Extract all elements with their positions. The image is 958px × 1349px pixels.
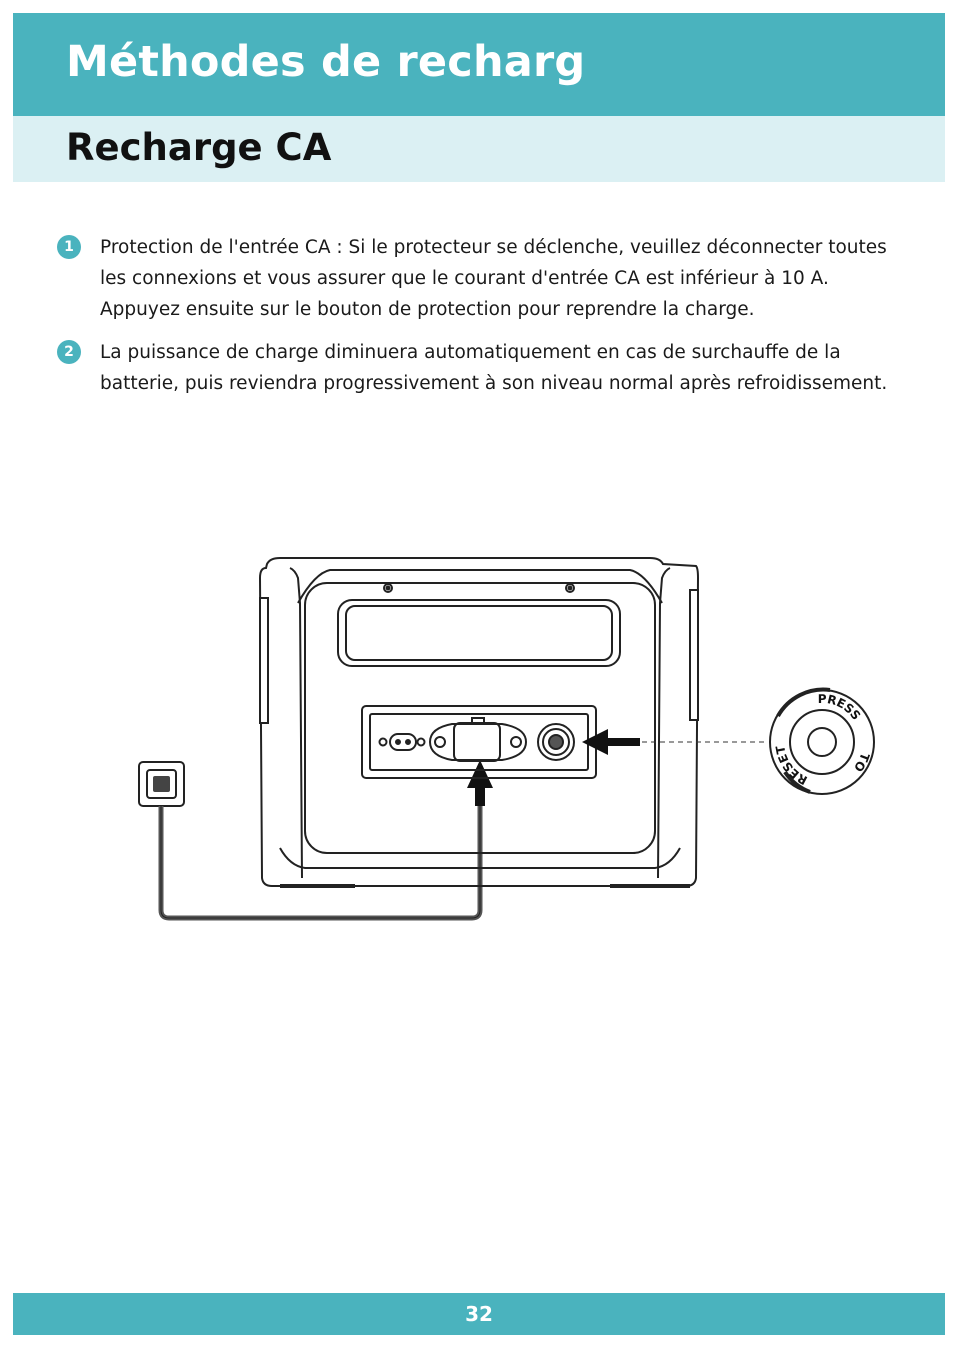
page-number: 32 [465,1302,493,1326]
arrow-left-icon [582,729,640,755]
title-band [13,13,945,116]
power-cable [161,798,480,918]
page-title: Méthodes de recharg [66,37,586,87]
button-label-reset: RESET [773,744,810,788]
wall-outlet-icon [139,762,184,806]
ac-charging-illustration [130,548,880,928]
item-number-badge: 2 [57,340,81,364]
svg-text:PRESS [818,692,864,723]
button-label-press: PRESS [817,691,864,723]
section-title: Recharge CA [66,126,332,169]
svg-text:TO [851,751,872,774]
section-band [13,116,945,182]
item-text: La puissance de charge diminuera automatiquement en cas de surchauffe de la batterie, puis reviendra progressivement à son niveau normal après refroidissement. [100,342,888,394]
item-number-badge: 1 [57,235,81,259]
button-label-to: TO [850,750,873,775]
footer-band [13,1293,945,1335]
item-text: Protection de l'entrée CA : Si le protecteur se déclenche, veuillez déconnecter toutes les connexions et vous assurer que le courant d'entrée CA est inférieur à 10 A. Appuyez ensuite sur le bouton de protection pour reprendre la charge. [100,237,887,320]
arrow-up-icon [467,760,493,806]
